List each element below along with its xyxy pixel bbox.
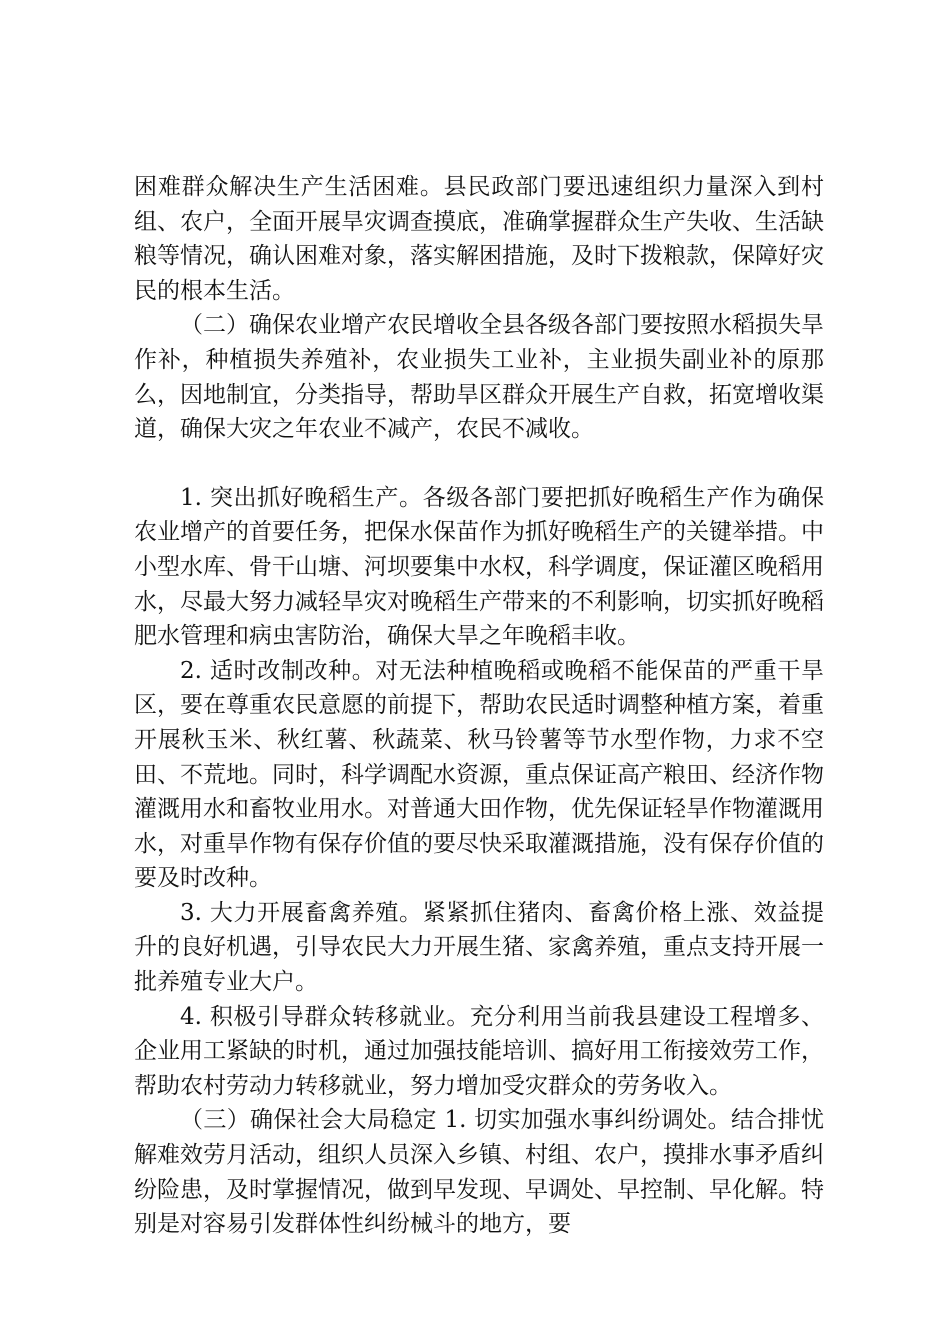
- paragraph-item-4: 4. 积极引导群众转移就业。充分利用当前我县建设工程增多、企业用工紧缺的时机，通过加强技能培训、搞好用工衔接效劳工作，帮助农村劳动力转移就业，努力增加受灾群众的劳务收入。: [134, 1003, 824, 1099]
- paragraph-item-2: 2. 适时改制改种。对无法种植晚稻或晚稻不能保苗的严重干旱区，要在尊重农民意愿的前提下，帮助农民适时调整种植方案，着重开展秋玉米、秋红薯、秋蔬菜、秋马铃薯等节水型作物，力求不空田、不荒地。同时，科学调配水资源，重点保证高产粮田、经济作物灌溉用水和畜牧业用水。对普通大田作物，优先保证轻旱作物灌溉用水，对重旱作物有保存价值的要尽快采取灌溉措施，没有保存价值的要及时改种。: [134, 657, 824, 892]
- paragraph-continuation: 困难群众解决生产生活困难。县民政部门要迅速组织力量深入到村组、农户，全面开展旱灾调查摸底，准确掌握群众生产失收、生活缺粮等情况，确认困难对象，落实解困措施，及时下拨粮款，保障好灾民的根本生活。: [134, 174, 824, 304]
- document-body: [134, 170, 824, 1242]
- paragraph-item-1: 1. 突出抓好晚稻生产。各级各部门要把抓好晚稻生产作为确保农业增产的首要任务，把保水保苗作为抓好晚稻生产的关键举措。中小型水库、骨干山塘、河坝要集中水权，科学调度，保证灌区晚稻用水，尽最大努力减轻旱灾对晚稻生产带来的不利影响，切实抓好晚稻肥水管理和病虫害防治，确保大旱之年晚稻丰收。: [134, 484, 824, 650]
- paragraph-item-3: 3. 大力开展畜禽养殖。紧紧抓住猪肉、畜禽价格上涨、效益提升的良好机遇，引导农民大力开展生猪、家禽养殖，重点支持开展一批养殖专业大户。: [134, 899, 824, 996]
- paragraph-section-3: （三）确保社会大局稳定 1. 切实加强水事纠纷调处。结合排忧解难效劳月活动，组织人员深入乡镇、村组、农户，摸排水事矛盾纠纷险患，及时掌握情况，做到早发现、早调处、早控制、早化解。特别是对容易引发群体性纠纷械斗的地方，要: [134, 1107, 824, 1238]
- paragraph-section-2: （二）确保农业增产农民增收全县各级各部门要按照水稻损失旱作补，种植损失养殖补，农业损失工业补，主业损失副业补的原那么，因地制宜，分类指导，帮助旱区群众开展生产自救，拓宽增收渠道，确保大灾之年农业不减产，农民不减收。: [134, 312, 824, 443]
